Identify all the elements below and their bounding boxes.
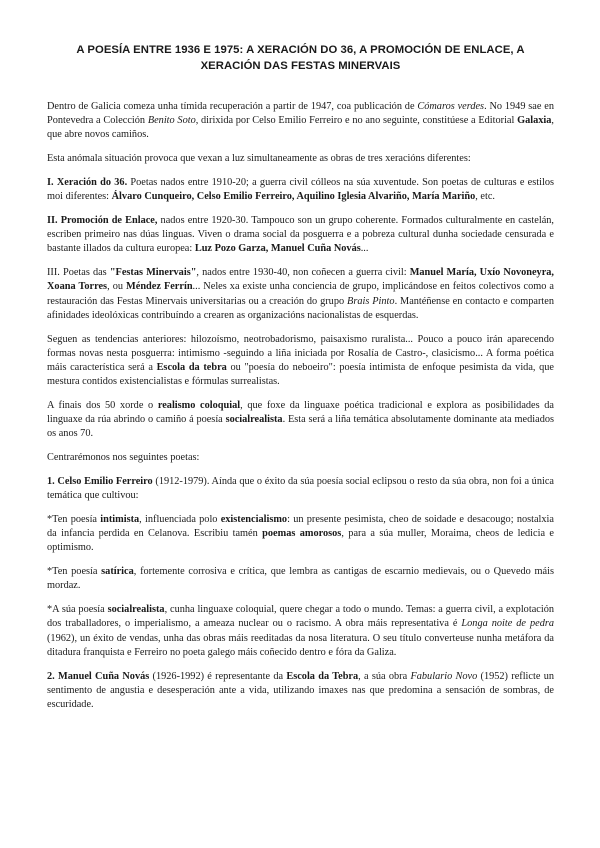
paragraph-tendencias bbox=[47, 333, 554, 390]
text-run: III. Poetas das bbox=[47, 267, 110, 279]
text-run: , que foxe da linguaxe poética tradicional e explora as posibilidades da linguaxe da rúa abrindo o camiño á poesía bbox=[47, 400, 554, 426]
bold-text: Escola da tebra bbox=[156, 362, 227, 374]
text-run: , fortemente corrosiva e crítica, que lembra as cantigas de escarnio medievais, ou o Quevedo máis mordaz. bbox=[47, 566, 554, 592]
text-run: Centrarémonos nos seguintes poetas: bbox=[47, 452, 200, 464]
text-run: (1962), un éxito de vendas, unha das obras máis reeditadas da nosa literatura. O seu título converteuse nunha metáfora da ditadura franquista e Ferreiro no poeta galego máis coñecido dentro e fóra da Galiza. bbox=[47, 632, 554, 658]
italic-text: Fabulario Novo bbox=[410, 670, 478, 682]
italic-text: Benito Soto bbox=[147, 115, 196, 127]
text-run: : un presente pesimista, cheo de soidade e desacougo; nostalxia da infancia perdida en Celanova. Escribiu tamén bbox=[47, 514, 554, 540]
text-run: . No 1949 sae en Pontevedra a Colección bbox=[47, 101, 554, 127]
text-run: *Ten poesía bbox=[47, 566, 102, 578]
bold-text: socialrealista bbox=[107, 604, 165, 616]
text-run: , a súa obra bbox=[358, 670, 411, 682]
paragraph-celso-emilio bbox=[47, 475, 554, 503]
bold-text: Álvaro Cunqueiro, Celso Emilio Ferreiro, Aquilino Iglesia Alvariño, María Mariño bbox=[111, 191, 476, 203]
paragraph-xeracion-36 bbox=[47, 176, 554, 204]
document-title: A POESÍA ENTRE 1936 E 1975: A XERACIÓN DO 36, A PROMOCIÓN DE ENLACE, A XERACIÓN DAS FESTAS MINERVAIS bbox=[76, 44, 525, 72]
text-run: , ou bbox=[107, 281, 127, 293]
bold-text: I. Xeración do 36. bbox=[47, 177, 128, 188]
text-run: , que abre novos camiños. bbox=[47, 115, 554, 141]
italic-text: Brais Pinto bbox=[347, 295, 395, 307]
text-run: *Ten poesía bbox=[47, 514, 101, 526]
text-run: Poetas nados entre 1910-20; a guerra civil cólleos na súa xuventude. Son poetas de culturas e estilos moi diferentes: bbox=[47, 177, 554, 203]
text-run: A finais dos 50 xorde o bbox=[47, 400, 158, 412]
text-run: Esta anómala situación provoca que vexan a luz simultaneamente as obras de tres xeracións diferentes: bbox=[47, 153, 471, 165]
text-run: , nados entre 1930-40, non coñecen a guerra civil: bbox=[196, 267, 410, 279]
document-page bbox=[47, 42, 554, 722]
paragraph-realismo-coloquial bbox=[47, 399, 554, 442]
text-run: , dirixida por Celso Emilio Ferreiro e no ano seguinte, constitúese a Editorial bbox=[195, 115, 518, 127]
bold-text: Manuel María, Uxío Novoneyra, Xoana Torres bbox=[47, 267, 555, 293]
paragraph-promocion-enlace bbox=[47, 214, 554, 257]
text-run: nados entre 1920-30. Tampouco son un grupo coherente. Formados culturalmente en castelán, escriben primeiro nas dúas linguas. Viven o drama social da posguerra e a pobreza cultural dunha sociedade censurada e bastante illados da cultura europea: bbox=[47, 215, 554, 255]
text-run: (1926-1992) é representante da bbox=[149, 670, 287, 682]
paragraph-poesia-satirica bbox=[47, 565, 554, 593]
bold-text: 2. Manuel Cuña Novás bbox=[47, 670, 150, 682]
bold-text: Méndez Ferrín bbox=[126, 281, 193, 293]
text-run: Dentro de Galicia comeza unha tímida recuperación a partir de 1947, coa publicación de bbox=[47, 101, 418, 112]
text-run: . Esta será a liña temática absolutamente dominante ata mediados os anos 70. bbox=[47, 414, 554, 440]
text-run: , para a súa muller, Moraima, cheos de ledicia e optimismo. bbox=[47, 528, 554, 554]
bold-text: intimista bbox=[100, 514, 140, 526]
text-run: . Mantéñense en contacto e comparten afinidades ideolóxicas contribuíndo a crearen as organizacións nacionalistas de esquerdas. bbox=[47, 295, 554, 321]
bold-text: realismo coloquial bbox=[157, 400, 241, 412]
bold-text: Luz Pozo Garza, Manuel Cuña Novás bbox=[194, 243, 361, 255]
bold-text: 1. Celso Emilio Ferreiro bbox=[47, 476, 153, 488]
paragraph-festas-minervais bbox=[47, 266, 554, 323]
text-run: Seguen as tendencias anteriores: hilozoísmo, neotrobadorismo, paisaxismo ruralista... Pouco a pouco irán aparecendo formas novas nesta posguerra: intimismo -seguindo a liña iniciada por Rosalía de Castro-, clasicismo... A forma poética máis característica será a bbox=[47, 333, 554, 374]
paragraph-intro bbox=[47, 100, 554, 143]
text-run: (1912-1979). Aínda que o éxito da súa poesía social eclipsou o resto da súa obra, non foi a única temática que cultivou: bbox=[47, 476, 554, 502]
italic-text: Cómaros verdes bbox=[417, 101, 485, 112]
text-run: (1952) reflicte un sentimento de angustia e desesperación ante a vida, utilizando imaxes nas que predomina a sensación de sombras, de escuridade. bbox=[47, 670, 555, 711]
paragraph-three-generations bbox=[47, 152, 554, 166]
text-run: ... Neles xa existe unha conciencia de grupo, implicándose en feitos colectivos como a restauración das Festas Minervais universitarias ou a creación do grupo bbox=[47, 281, 554, 307]
bold-text: Galaxia bbox=[517, 115, 552, 127]
bold-text: "Festas Minervais" bbox=[109, 267, 197, 279]
bold-text: II. Promoción de Enlace, bbox=[47, 215, 158, 226]
bold-text: satírica bbox=[101, 566, 134, 578]
paragraph-poesia-socialrealista bbox=[47, 603, 554, 660]
bold-text: poemas amorosos bbox=[262, 528, 342, 540]
text-run: , etc. bbox=[475, 191, 495, 203]
italic-text: Longa noite de pedra bbox=[461, 618, 554, 630]
bold-text: Escola da Tebra bbox=[286, 670, 359, 682]
bold-text: socialrealista bbox=[225, 414, 283, 426]
paragraph-poetas-intro bbox=[47, 451, 554, 465]
text-run: , influenciada polo bbox=[139, 514, 221, 526]
paragraph-cuna-novas bbox=[47, 670, 554, 713]
text-run: ou "poesía do neboeiro": poesía intimista de enfoque pesimista da vida, que mestura contidos existencialistas e fórmulas surrealistas. bbox=[47, 362, 555, 388]
paragraph-poesia-intimista bbox=[47, 513, 554, 556]
text-run: *A súa poesía bbox=[47, 604, 108, 616]
bold-text: existencialismo bbox=[220, 514, 288, 526]
text-run: ... bbox=[360, 243, 369, 255]
text-run: , cunha linguaxe coloquial, quere chegar a todo o mundo. Temas: a guerra civil, a explotación dos traballadores, o imperialismo, a ameaza nuclear ou o racismo. A obra máis representativa é bbox=[47, 604, 554, 630]
